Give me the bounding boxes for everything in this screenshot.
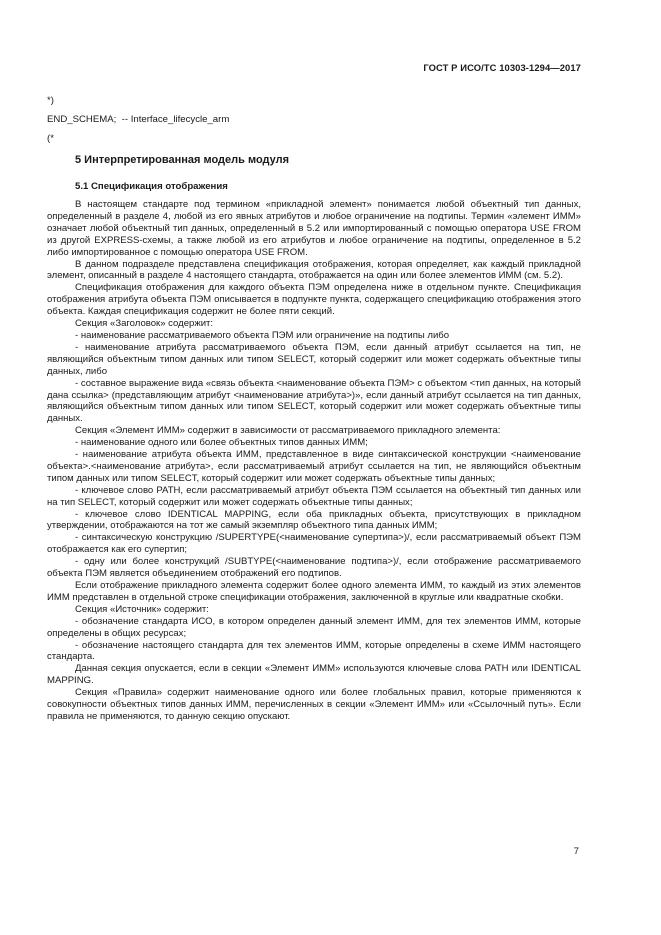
paragraph: Секция «Правила» содержит наименование одного или более глобальных правил, которые применяются к совокупности объектных типов данных ИММ, перечисленных в секции «Элемент ИММ» или «Ссылочный путь». Если правила не применяются, то данную секцию опускают.	[47, 687, 581, 722]
body-text	[47, 199, 581, 723]
list-item: - наименование атрибута рассматриваемого объекта ПЭМ, если данный атрибут ссылается на тип, не являющийся объектным типом данных или типом SELECT, который содержит или может содержать объектные типы данных, либо	[47, 341, 581, 377]
list-item: - наименование атрибута объекта ИММ, представленное в виде синтаксической конструкции <наименование объекта>.<наименование атрибута>, если рассматриваемый атрибут ссылается на тип, не являющийся объектным типом данных или типом SELECT, который содержит или может содержать объектные типы данных;	[47, 449, 581, 484]
page-number: 7	[573, 845, 579, 856]
subsection-title: 5.1 Спецификация отображения	[75, 181, 228, 192]
standard-designation: ГОСТ Р ИСО/ТС 10303-1294—2017	[423, 62, 581, 73]
paragraph: В настоящем стандарте под термином «прикладной элемент» понимается любой объектный тип данных, определенный в разделе 4, любой из его явных атрибутов и любое ограничение на подтипы. Термин «элемент ИММ» означает любой объектный тип данных, определенный в 5.2 или импортированный с помощью оператора USE FROM из другой EXPRESS-схемы, а также любой из его атрибутов и любое ограничение на подтипы, определенное в 5.2 либо импортированное с помощью оператора USE FROM.	[47, 199, 581, 258]
list-item: - наименование одного или более объектных типов данных ИММ;	[75, 437, 368, 449]
paragraph: Секция «Элемент ИММ» содержит в зависимости от рассматриваемого прикладного элемента:	[75, 425, 501, 437]
code-line: END_SCHEMA; -- Interface_lifecycle_arm	[47, 114, 230, 125]
list-item: - обозначение стандарта ИСО, в котором определен данный элемент ИММ, для тех элементов ИММ, которые определены в общих ресурсах;	[47, 615, 581, 639]
express-code-block	[47, 91, 229, 148]
list-item: - синтаксическую конструкцию /SUPERTYPE(<наименование супертипа>)/, если рассматриваемый объект ПЭМ отображается как его супертип;	[47, 532, 581, 556]
code-line: (*	[47, 133, 54, 144]
list-item: - одну или более конструкций /SUBTYPE(<наименование подтипа>)/, если отображение рассматриваемого объекта ПЭМ является объединением отображений его подтипов.	[47, 556, 581, 580]
section-title: 5 Интерпретированная модель модуля	[75, 154, 290, 166]
paragraph: Секция «Заголовок» содержит:	[75, 318, 214, 330]
paragraph: Данная секция опускается, если в секции «Элемент ИММ» используются ключевые слова PATH или IDENTICAL MAPPING.	[47, 663, 581, 687]
list-item: - составное выражение вида «связь объекта <наименование объекта ПЭМ> с объектом <тип данных, на который дана ссылка> (представляющим атрибут <наименование атрибута>)», если данный атрибут ссылается на тип данных, являющийся объектным типом данных или типом SELECT, который содержит или может содержать объектные типы данных.	[47, 377, 581, 425]
paragraph: Спецификация отображения для каждого объекта ПЭМ определена ниже в отдельном пункте. Спецификация отображения атрибута объекта ПЭМ описывается в подпункте пункта, содержащего спецификацию отображения этого объекта. Каждая спецификация содержит не более пяти секций.	[47, 282, 581, 318]
list-item: - обозначение настоящего стандарта для тех элементов ИММ, которые определены в схеме ИММ настоящего стандарта.	[47, 639, 581, 663]
code-line: *)	[47, 95, 54, 106]
list-item: - ключевое слово PATH, если рассматриваемый атрибут объекта ПЭМ ссылается на объектный тип данных или на тип SELECT, который содержит или может содержать объектные типы данных;	[47, 484, 581, 508]
paragraph: Если отображение прикладного элемента содержит более одного элемента ИММ, то каждый из этих элементов ИММ представлен в отдельной строке спецификации отображения, заключенной в круглые или квадратные скобки.	[47, 580, 581, 603]
paragraph: Секция «Источник» содержит:	[75, 603, 209, 615]
paragraph: В данном подразделе представлена спецификация отображения, которая определяет, как каждый прикладной элемент, описанный в разделе 4 настоящего стандарта, отображается на один или более элементов ИММ (см. 5.2).	[47, 258, 581, 282]
list-item: - наименование рассматриваемого объекта ПЭМ или ограничение на подтипы либо	[75, 329, 450, 341]
list-item: - ключевое слово IDENTICAL MAPPING, если оба прикладных объекта, присутствующих в прикладном утверждении, отображаются на тот же самый экземпляр объектного типа данных ИММ;	[47, 508, 581, 532]
